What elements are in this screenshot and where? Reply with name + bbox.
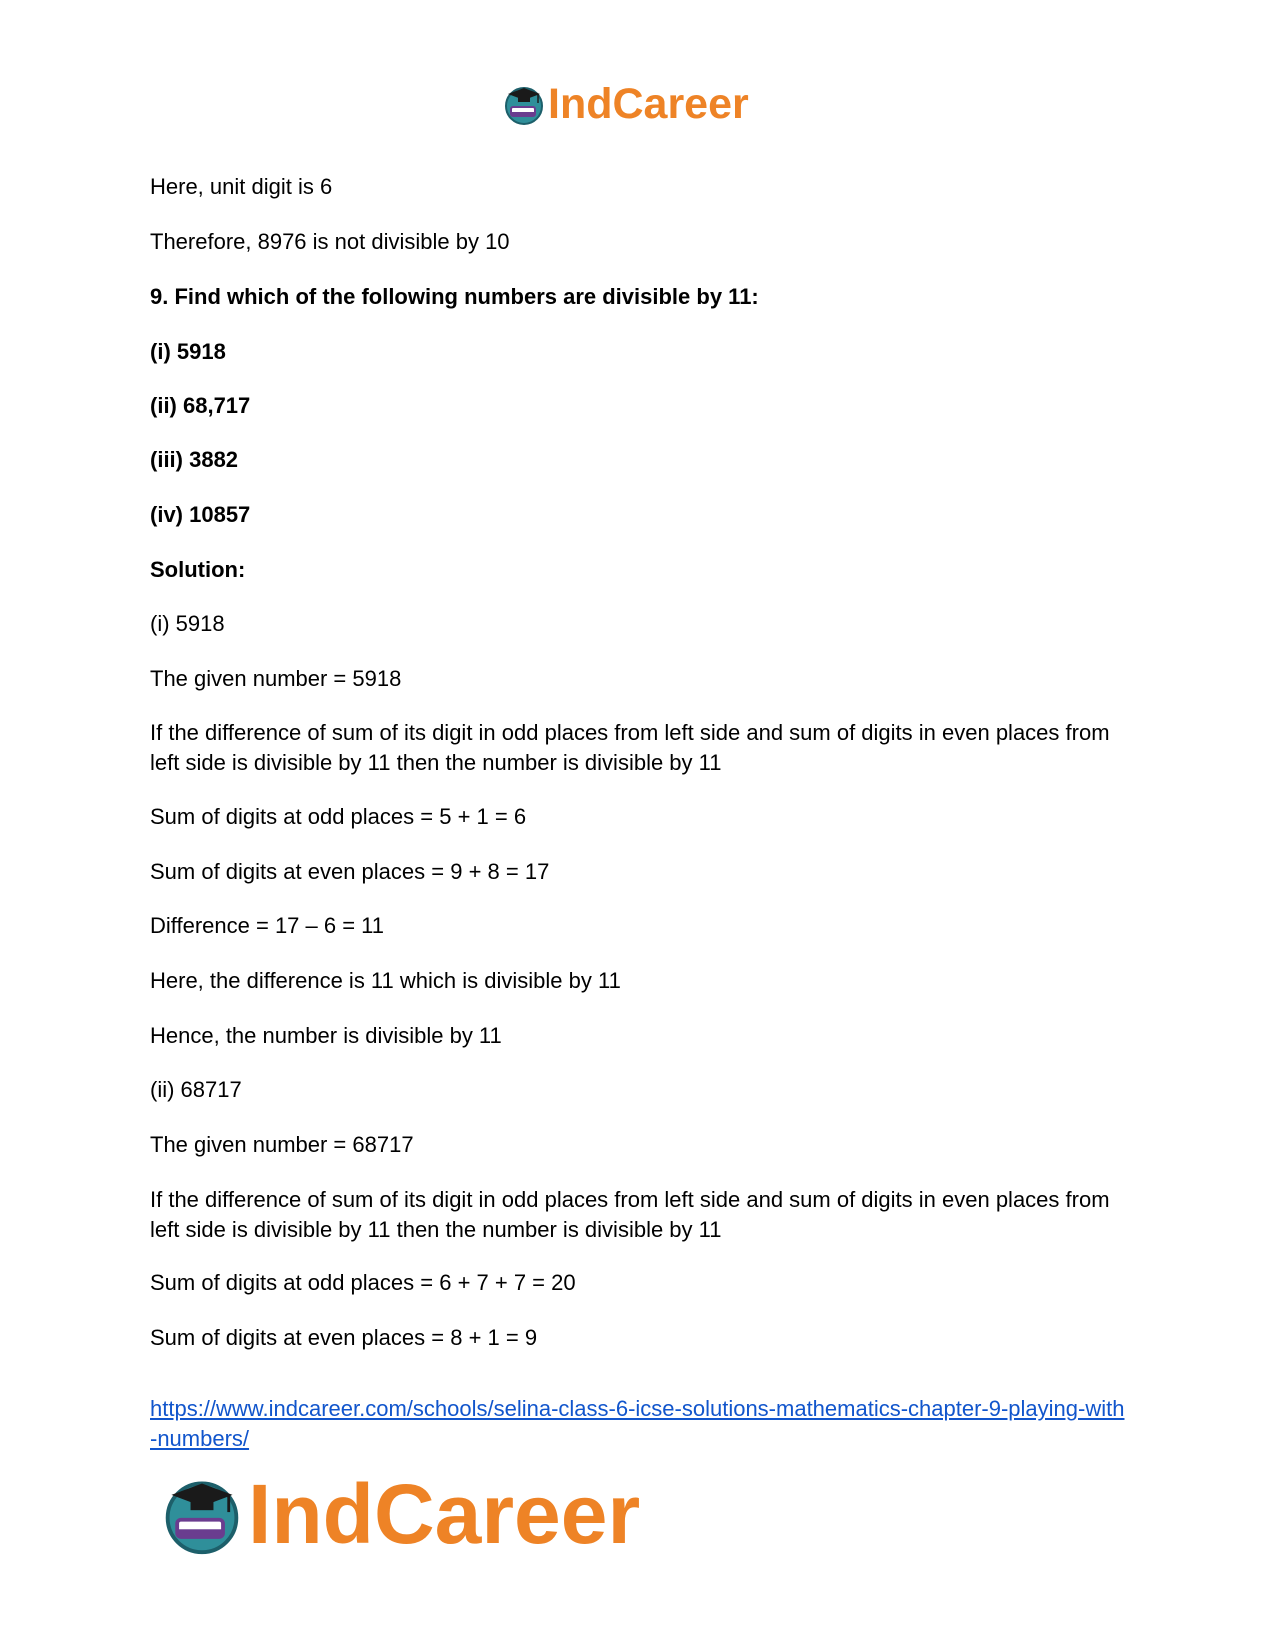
header-logo [502, 78, 749, 130]
header-logo-text: IndCareer [548, 79, 749, 128]
text-line: Sum of digits at odd places = 6 + 7 + 7 = 20 [150, 1270, 576, 1295]
text-line: The given number = 68717 [150, 1132, 414, 1157]
graduation-cap-book-globe-icon [160, 1472, 244, 1556]
text-line: Sum of digits at even places = 8 + 1 = 9 [150, 1325, 538, 1350]
question-line: Solution: [150, 557, 246, 582]
footer-logo-text: IndCareer [248, 1467, 641, 1561]
text-line: Sum of digits at odd places = 5 + 1 = 6 [150, 804, 527, 829]
text-line: Therefore, 8976 is not divisible by 10 [150, 229, 510, 254]
text-line: If the difference of sum of its digit in odd places from left side and sum of digits in even places from left side is divisible by 11 then the number is divisible by 11 [150, 720, 1110, 775]
footer-logo [160, 1466, 640, 1562]
text-line: Here, unit digit is 6 [150, 174, 333, 199]
question-line: 9. Find which of the following numbers are divisible by 11: [150, 284, 759, 309]
text-line: Difference = 17 – 6 = 11 [150, 913, 385, 938]
question-line: (i) 5918 [150, 339, 226, 364]
graduation-cap-book-globe-icon [502, 82, 546, 126]
question-line: (ii) 68,717 [150, 393, 251, 418]
text-line: (ii) 68717 [150, 1077, 242, 1102]
text-line: Hence, the number is divisible by 11 [150, 1023, 502, 1048]
text-line: (i) 5918 [150, 611, 225, 636]
question-line: (iii) 3882 [150, 447, 239, 472]
text-line: If the difference of sum of its digit in odd places from left side and sum of digits in even places from left side is divisible by 11 then the number is divisible by 11 [150, 1187, 1110, 1242]
question-line: (iv) 10857 [150, 502, 251, 527]
text-line: Here, the difference is 11 which is divisible by 11 [150, 968, 621, 993]
text-line: Sum of digits at even places = 9 + 8 = 17 [150, 859, 550, 884]
text-line: The given number = 5918 [150, 666, 402, 691]
source-link[interactable]: https://www.indcareer.com/schools/selina-class-6-icse-solutions-mathematics-chapter-9-playing-with-numbers/ [150, 1396, 1125, 1451]
